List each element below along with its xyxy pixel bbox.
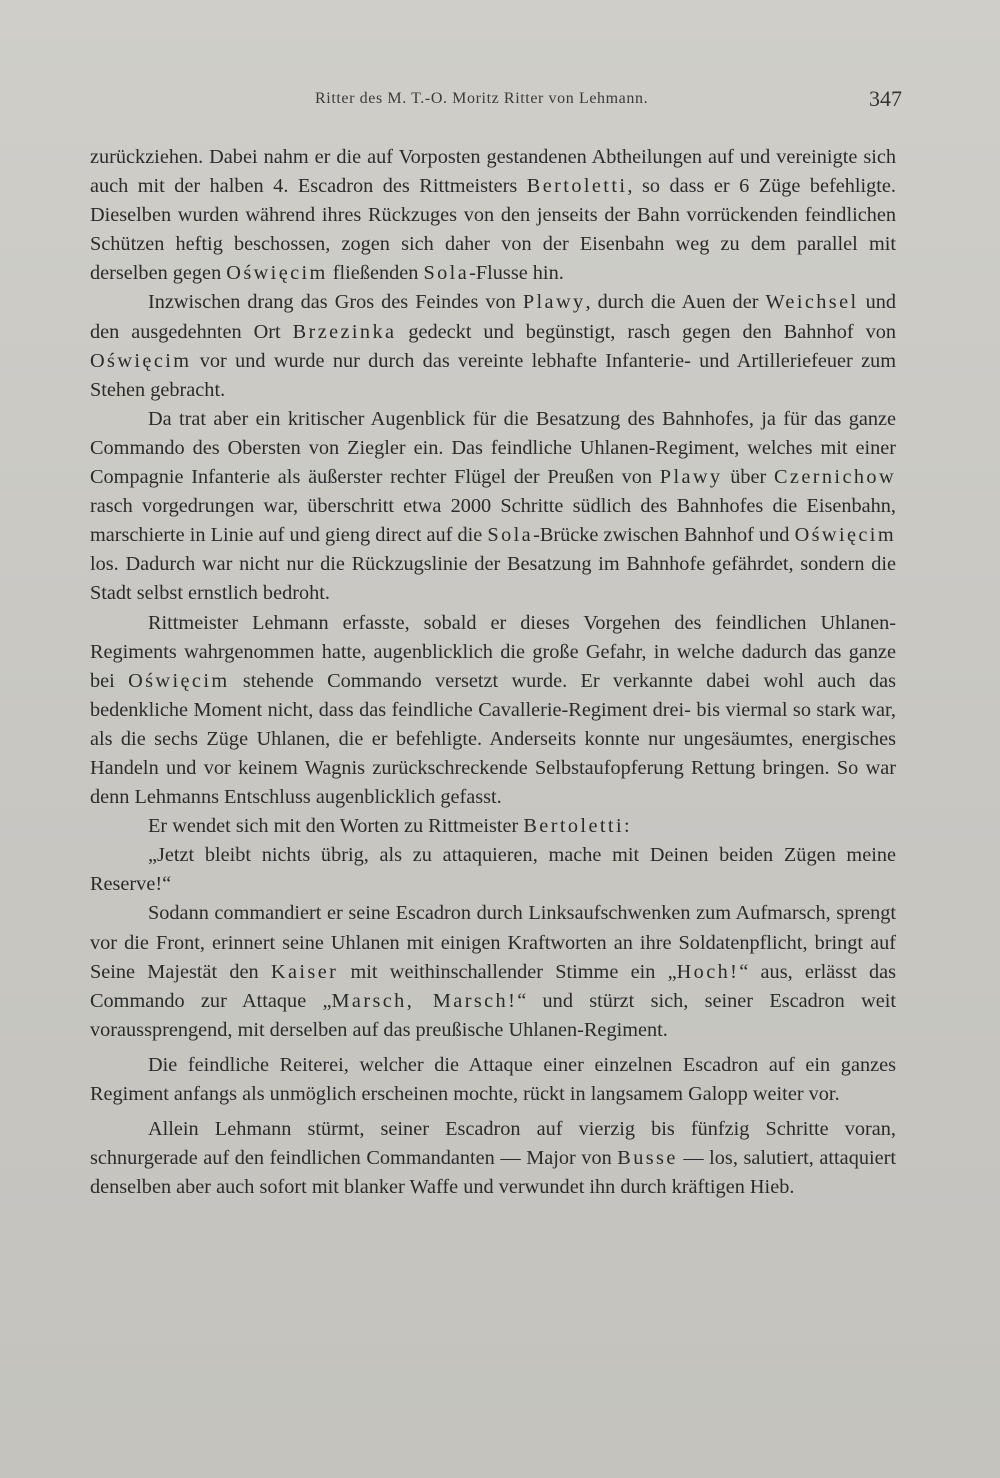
spaced-emphasis-text: Sola: [487, 524, 534, 547]
text-segment: Allein Lehmann stürmt, seiner Escadron auf vierzig bis fünfzig Schritte voran, schnurgerade auf den feindlichen Commandanten — Major von: [90, 1118, 896, 1170]
spaced-emphasis-text: Busse: [617, 1147, 678, 1170]
text-segment: vor und wurde nur durch das vereinte lebhafte Infanterie- und Artilleriefeuer zum Stehen gebracht.: [90, 349, 896, 401]
paragraph: [90, 405, 896, 609]
spaced-emphasis-text: Hoch!: [676, 960, 740, 983]
text-segment: Er wendet sich mit den Worten zu Rittmeister: [148, 815, 524, 838]
paragraph: [90, 1051, 896, 1109]
text-segment: Sodann commandiert er seine Escadron durch Linksaufschwenken zum Aufmarsch, sprengt vor die Front, erinnert seine Uhlanen mit einigen Kraftworten an ihre Soldatenpflicht, bringt auf Seine Majestät den: [90, 902, 896, 983]
spaced-emphasis-text: Oświęcim: [128, 669, 230, 692]
spaced-emphasis-text: Plawy: [522, 291, 586, 314]
text-segment: und den ausgedehnten Ort: [90, 291, 896, 343]
body-text: [90, 143, 896, 1202]
text-segment: -Flusse hin.: [469, 262, 564, 285]
paragraph: [90, 143, 896, 288]
spaced-emphasis-text: Bertoletti: [526, 175, 628, 198]
text-segment: :: [623, 815, 630, 838]
text-segment: über: [722, 466, 774, 489]
text-segment: , durch die Auen der: [585, 291, 766, 314]
page-header: [90, 86, 902, 116]
text-segment: stehende Commando versetzt wurde. Er verkannte dabei wohl auch das bedenkliche Moment nicht, dass das feindliche Cavallerie-Regiment drei- bis viermal so stark war, als die sechs Züge Uhlanen, die er befehligte. Anderseits konnte nur ungesäumtes, energisches Handeln und vor keinem Wagnis zurückschreckende Selbstaufopferung Rettung bringen. So war denn Lehmanns Entschluss augenblicklich gefasst.: [90, 669, 896, 809]
text-segment: Rittmeister Lehmann erfasste, sobald er dieses Vorgehen des feindlichen Uhlanen-Regiments wahrgenommen hatte, augenblicklich die große Gefahr, in welche dadurch das ganze bei: [90, 611, 896, 692]
text-segment: zurückziehen. Dabei nahm er die auf Vorposten gestandenen Abtheilungen auf und vereinigte sich auch mit der halben 4. Escadron des Rittmeisters: [90, 146, 896, 198]
paragraph: [90, 1115, 896, 1202]
spaced-emphasis-text: Weichsel: [765, 291, 859, 314]
text-segment: los. Dadurch war nicht nur die Rückzugslinie der Besatzung im Bahnhofe gefährdet, sondern die Stadt selbst ernstlich bedroht.: [90, 553, 896, 605]
text-segment: -Brücke zwischen Bahnhof und: [533, 524, 795, 547]
spaced-emphasis-text: Brzezinka: [292, 320, 397, 343]
text-segment: fließenden: [327, 262, 424, 285]
spaced-emphasis-text: Kaiser: [270, 960, 339, 983]
spaced-emphasis-text: Czernichow: [774, 466, 896, 489]
text-segment: mit weithinschallender Stimme ein „: [338, 960, 677, 983]
text-segment: gedeckt und begünstigt, rasch gegen den Bahnhof von: [396, 320, 896, 343]
text-segment: rasch vorgedrungen war, überschritt etwa 2000 Schritte südlich des Bahnhofes die Eisenbahn, marschierte in Linie auf und gieng direct auf die: [90, 495, 896, 547]
paragraph: [90, 609, 896, 813]
text-segment: Da trat aber ein kritischer Augenblick für die Besatzung des Bahnhofes, ja für das ganze Commando des Obersten von Ziegler ein. Das feindliche Uhlanen-Regiment, welches mit einer Compagnie Infanterie als äußerster rechter Flügel der Preußen von: [90, 407, 896, 489]
text-segment: — los, salutiert, attaquiert denselben aber auch sofort mit blanker Waffe und verwundet ihn durch kräftigen Hieb.: [90, 1147, 896, 1199]
text-segment: „Jetzt bleibt nichts übrig, als zu attaquieren, mache mit Deinen beiden Zügen meine Reserve!“: [90, 844, 896, 896]
spaced-emphasis-text: Bertoletti: [523, 815, 624, 838]
spaced-emphasis-text: Marsch, Marsch!: [331, 989, 518, 1012]
page-number: 347: [869, 86, 902, 111]
text-segment: “ aus, erlässt das Commando zur Attaque „: [90, 960, 896, 1012]
paragraph: [90, 841, 896, 899]
spaced-emphasis-text: Sola: [423, 262, 470, 285]
spaced-emphasis-text: Oświęcim: [226, 262, 328, 285]
paragraph: [90, 812, 896, 841]
text-segment: Inzwischen drang das Gros des Feindes von: [148, 291, 523, 314]
text-segment: Die feindliche Reiterei, welcher die Attaque einer einzelnen Escadron auf ein ganzes Regiment anfangs als unmöglich erscheinen mochte, rückt in langsamem Galopp weiter vor.: [90, 1053, 896, 1105]
spaced-emphasis-text: Plawy: [659, 466, 723, 489]
spaced-emphasis-text: Oświęcim: [794, 524, 896, 547]
running-title: Ritter des M. T.-O. Moritz Ritter von Lehmann.: [315, 90, 649, 107]
paragraph: [90, 899, 896, 1044]
paragraph: [90, 288, 896, 404]
text-segment: , so dass er 6 Züge befehligte. Dieselben wurden während ihres Rückzuges von den jenseits der Bahn vorrückenden feindlichen Schützen heftig beschossen, zogen sich daher von der Eisenbahn weg zu dem parallel mit derselben gegen: [90, 175, 896, 285]
text-segment: “ und stürzt sich, seiner Escadron weit voraussprengend, mit derselben auf das preußische Uhlanen-Regiment.: [90, 989, 896, 1041]
spaced-emphasis-text: Oświęcim: [90, 349, 192, 372]
